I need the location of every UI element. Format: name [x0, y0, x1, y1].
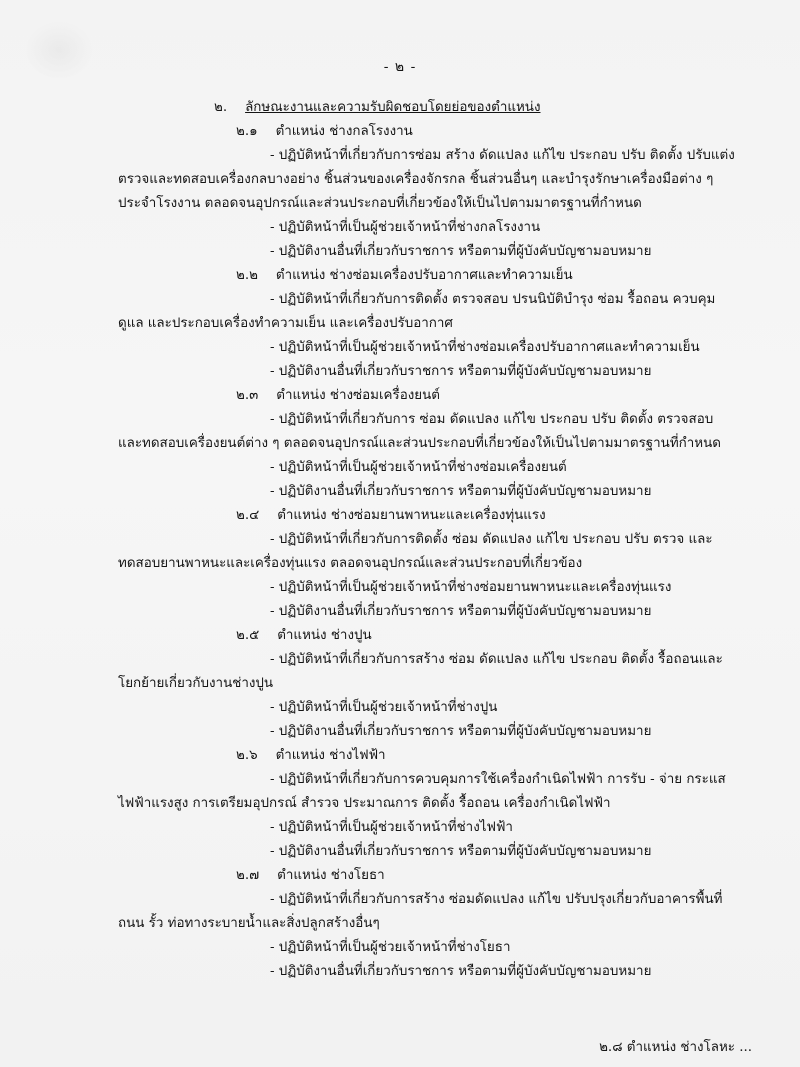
duty-bullet: - ปฏิบัติหน้าที่เป็นผู้ช่วยเจ้าหน้าที่ช่างกลโรงงาน [270, 220, 541, 235]
duty-description: - ปฏิบัติหน้าที่เกี่ยวกับการสร้าง ซ่อม ดัดแปลง แก้ไข ประกอบ ติดตั้ง รื้อถอนและ [270, 652, 723, 667]
position-title: ตำแหน่ง ช่างไฟฟ้า [275, 748, 386, 763]
position-heading [118, 624, 686, 648]
duty-bullet: - ปฏิบัติหน้าที่เป็นผู้ช่วยเจ้าหน้าที่ช่างซ่อมเครื่องยนต์ [270, 460, 567, 475]
position-number: ๒.๓ [236, 388, 259, 403]
position-block [118, 864, 723, 984]
position-title: ตำแหน่ง ช่างซ่อมเครื่องปรับอากาศและทำความเย็น [275, 268, 573, 283]
position-title: ตำแหน่ง ช่างซ่อมยานพาหนะและเครื่องทุ่นแรง [277, 508, 546, 523]
positions-list [118, 120, 735, 984]
duty-bullet: - ปฏิบัติงานอื่นที่เกี่ยวกับราชการ หรือตามที่ผู้บังคับบัญชามอบหมาย [270, 964, 652, 979]
position-heading [118, 264, 686, 288]
position-title: ตำแหน่ง ช่างซ่อมเครื่องยนต์ [276, 388, 440, 403]
duty-bullet: - ปฏิบัติงานอื่นที่เกี่ยวกับราชการ หรือตามที่ผู้บังคับบัญชามอบหมาย [270, 244, 652, 259]
position-heading [118, 864, 686, 888]
section-heading [118, 96, 686, 120]
duty-description-continued: ประจำโรงงาน ตลอดจนอุปกรณ์และส่วนประกอบที่เกี่ยวข้องให้เป็นไปตามมาตรฐานที่กำหนด [118, 196, 642, 211]
section-number: ๒. [214, 100, 228, 115]
duty-bullet: - ปฏิบัติงานอื่นที่เกี่ยวกับราชการ หรือตามที่ผู้บังคับบัญชามอบหมาย [270, 364, 652, 379]
position-number: ๒.๕ [236, 628, 260, 643]
position-heading [118, 504, 686, 528]
duty-bullet: - ปฏิบัติงานอื่นที่เกี่ยวกับราชการ หรือตามที่ผู้บังคับบัญชามอบหมาย [270, 484, 652, 499]
duty-description-continued: ทดสอบยานพาหนะและเครื่องทุ่นแรง ตลอดจนอุปกรณ์และส่วนประกอบที่เกี่ยวข้อง [118, 556, 583, 571]
duty-description: - ปฏิบัติหน้าที่เกี่ยวกับการ ซ่อม ดัดแปลง แก้ไข ประกอบ ปรับ ติดตั้ง ตรวจสอบ [270, 412, 714, 427]
position-title: ตำแหน่ง ช่างกลโรงงาน [275, 124, 413, 139]
position-block [118, 504, 713, 624]
duty-bullet: - ปฏิบัติหน้าที่เป็นผู้ช่วยเจ้าหน้าที่ช่างโยธา [270, 940, 511, 955]
duty-bullet: - ปฏิบัติงานอื่นที่เกี่ยวกับราชการ หรือตามที่ผู้บังคับบัญชามอบหมาย [270, 844, 652, 859]
duty-description: - ปฏิบัติหน้าที่เกี่ยวกับการติดตั้ง ซ่อม ดัดแปลง แก้ไข ประกอบ ปรับ ตรวจ และ [270, 532, 713, 547]
duty-bullet: - ปฏิบัติหน้าที่เป็นผู้ช่วยเจ้าหน้าที่ช่างไฟฟ้า [270, 820, 513, 835]
position-heading [118, 744, 686, 768]
duty-bullet: - ปฏิบัติหน้าที่เป็นผู้ช่วยเจ้าหน้าที่ช่างซ่อมยานพาหนะและเครื่องทุ่นแรง [270, 580, 672, 595]
position-number: ๒.๔ [236, 508, 260, 523]
duty-description: - ปฏิบัติหน้าที่เกี่ยวกับการสร้าง ซ่อมดัดแปลง แก้ไข ปรับปรุงเกี่ยวกับอาคารพื้นที่ [270, 892, 723, 907]
document-body [118, 96, 735, 984]
position-number: ๒.๒ [236, 268, 258, 283]
position-title: ตำแหน่ง ช่างโยธา [277, 868, 385, 883]
duty-description-continued: ตรวจและทดสอบเครื่องกลบางอย่าง ชิ้นส่วนของเครื่องจักรกล ชิ้นส่วนอื่นๆ และบำรุงรักษาเครื่องมือต่าง ๆ [118, 172, 714, 187]
position-title: ตำแหน่ง ช่างปูน [277, 628, 372, 643]
page-number: - ๒ - [383, 59, 417, 75]
duty-description-continued: และทดสอบเครื่องยนต์ต่าง ๆ ตลอดจนอุปกรณ์และส่วนประกอบที่เกี่ยวข้องให้เป็นไปตามมาตรฐานที่กำหนด [118, 436, 721, 451]
position-block [118, 264, 716, 384]
duty-description: - ปฏิบัติหน้าที่เกี่ยวกับการควบคุมการใช้เครื่องกำเนิดไฟฟ้า การรับ - จ่าย กระแส [270, 772, 726, 787]
next-page-continuation: ๒.๘ ตำแหน่ง ช่างโลหะ ... [599, 1040, 752, 1055]
duty-bullet: - ปฏิบัติหน้าที่เป็นผู้ช่วยเจ้าหน้าที่ช่างซ่อมเครื่องปรับอากาศและทำความเย็น [270, 340, 700, 355]
position-block [118, 744, 726, 864]
duty-description: - ปฏิบัติหน้าที่เกี่ยวกับการติดตั้ง ตรวจสอบ ปรนนิบัติบำรุง ซ่อม รื้อถอน ควบคุม [270, 292, 716, 307]
duty-description: - ปฏิบัติหน้าที่เกี่ยวกับการซ่อม สร้าง ดัดแปลง แก้ไข ประกอบ ปรับ ติดตั้ง ปรับแต่ง [270, 148, 735, 163]
duty-bullet: - ปฏิบัติงานอื่นที่เกี่ยวกับราชการ หรือตามที่ผู้บังคับบัญชามอบหมาย [270, 724, 652, 739]
position-heading [118, 120, 686, 144]
duty-description-continued: ไฟฟ้าแรงสูง การเตรียมอุปกรณ์ สำรวจ ประมาณการ ติดตั้ง รื้อถอน เครื่องกำเนิดไฟฟ้า [118, 796, 611, 811]
position-heading [118, 384, 686, 408]
duty-description-continued: โยกย้ายเกี่ยวกับงานช่างปูน [118, 676, 274, 691]
section-title: ลักษณะงานและความรับผิดชอบโดยย่อของตำแหน่ง [245, 100, 541, 115]
position-block [118, 120, 735, 264]
duty-bullet: - ปฏิบัติหน้าที่เป็นผู้ช่วยเจ้าหน้าที่ช่างปูน [270, 700, 498, 715]
duty-description-continued: ถนน รั้ว ท่อทางระบายน้ำและสิ่งปลูกสร้างอื่นๆ [118, 916, 380, 931]
position-number: ๒.๗ [236, 868, 260, 883]
duty-description-continued: ดูแล และประกอบเครื่องทำความเย็น และเครื่องปรับอากาศ [118, 316, 453, 331]
position-block [118, 624, 723, 744]
duty-bullet: - ปฏิบัติงานอื่นที่เกี่ยวกับราชการ หรือตามที่ผู้บังคับบัญชามอบหมาย [270, 604, 652, 619]
position-number: ๒.๖ [236, 748, 258, 763]
position-block [118, 384, 721, 504]
position-number: ๒.๑ [236, 124, 258, 139]
